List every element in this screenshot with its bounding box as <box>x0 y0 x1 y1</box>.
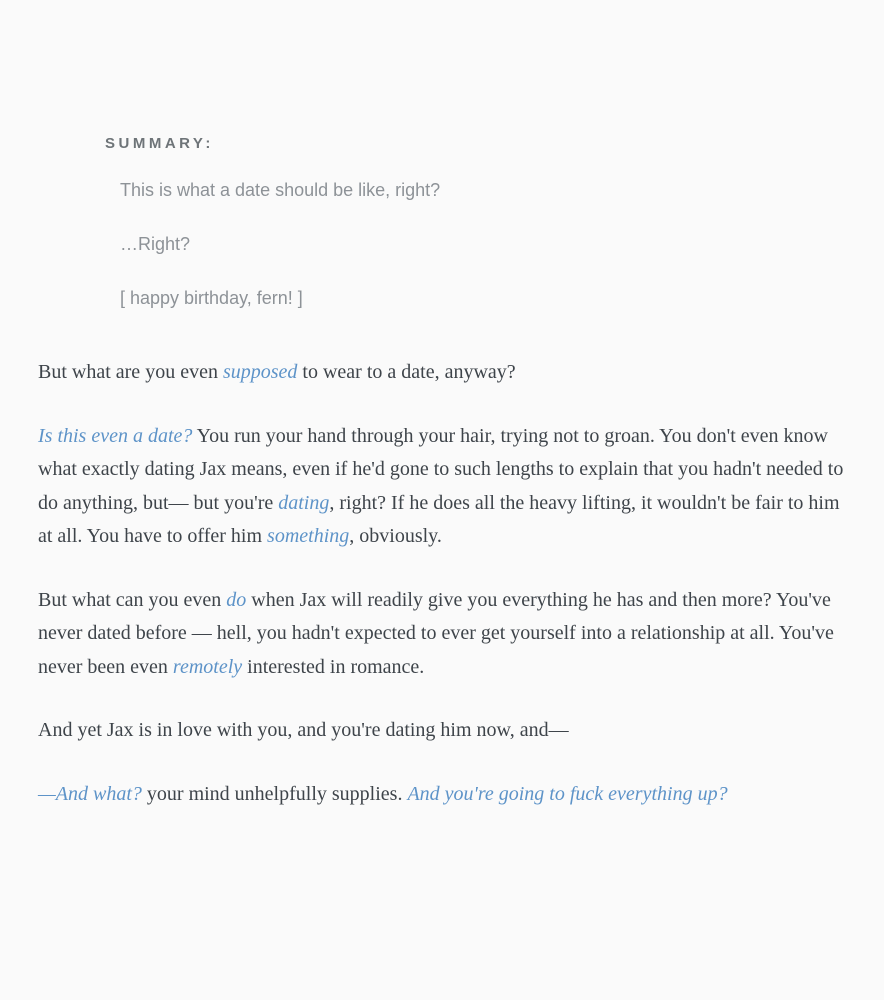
summary-block <box>105 136 846 312</box>
emphasis-segment: remotely <box>172 655 243 678</box>
text-segment: But what are you even <box>38 361 223 383</box>
text-segment: to wear to a date, anyway? <box>297 361 516 383</box>
story-paragraph <box>38 714 846 748</box>
emphasis-segment: Is this even a date? <box>38 424 193 447</box>
story-paragraph <box>38 584 846 685</box>
text-segment: your mind unhelpfully supplies. <box>141 782 408 805</box>
emphasis-segment: dating <box>278 491 330 514</box>
emphasis-segment: supposed <box>222 361 298 383</box>
text-segment: interested in romance. <box>242 655 425 678</box>
text-segment: , obviously. <box>349 525 442 547</box>
emphasis-segment: something <box>267 525 350 547</box>
text-segment: when Jax will readily give you everything he has and then more? You've never dated before — hell, you hadn't expected to ever get yourself into a relationship at all. You've never been even <box>38 588 834 678</box>
story-body <box>38 356 846 811</box>
summary-line: This is what a date should be like, right? <box>120 180 441 200</box>
summary-line: …Right? <box>120 234 191 254</box>
text-segment: But what can you even <box>38 588 227 611</box>
story-paragraph <box>38 356 846 390</box>
text-segment: You run your hand through your hair, trying not to groan. You don't even know what exactly dating Jax means, even if he'd gone to such lengths to explain that you hadn't needed to do anything, but— but you're <box>38 424 844 514</box>
text-segment: , right? If he does all the heavy lifting, it wouldn't be fair to him at all. You have to offer him <box>38 491 840 547</box>
summary-lines <box>120 177 846 312</box>
story-paragraph <box>38 420 846 554</box>
emphasis-segment: And you're going to fuck everything up? <box>407 782 728 805</box>
story-paragraph <box>38 778 846 812</box>
emphasis-segment: do <box>226 588 247 611</box>
summary-line: [ happy birthday, fern! ] <box>120 288 303 308</box>
emphasis-segment: —And what? <box>38 782 142 805</box>
text-segment: And yet Jax is in love with you, and you're dating him now, and— <box>38 719 569 741</box>
summary-label: SUMMARY: <box>105 135 214 152</box>
